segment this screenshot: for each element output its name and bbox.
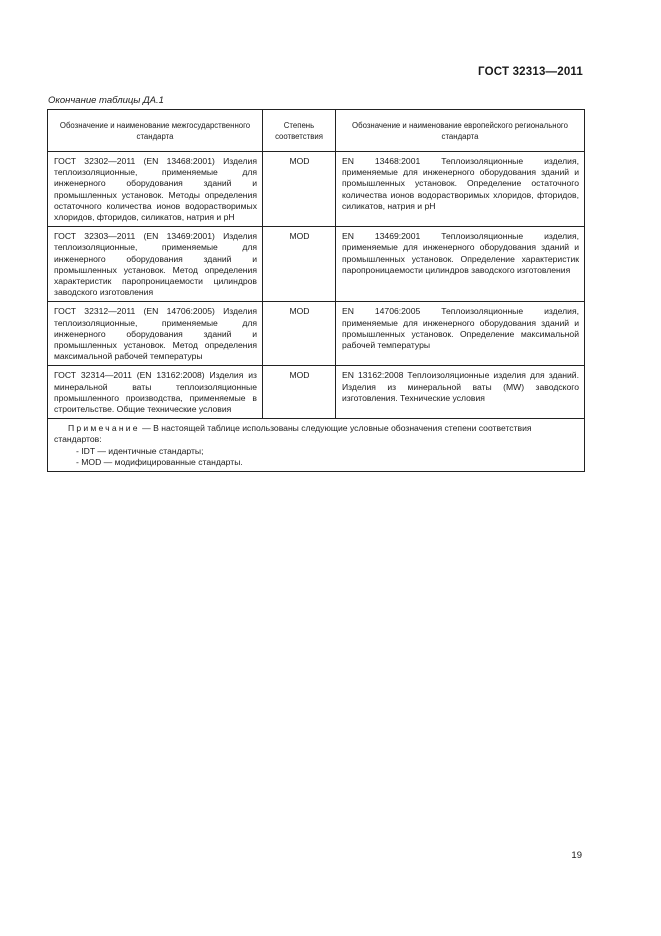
table-row bbox=[48, 366, 585, 419]
table-header-row bbox=[48, 110, 585, 152]
european-standard-cell: EN 13162:2008 Теплоизоляционные изделия для зданий. Изделия из минеральной ваты (MW) заводского изготовления. Технические условия bbox=[336, 366, 585, 419]
table-note bbox=[48, 419, 585, 472]
note-intro bbox=[54, 423, 579, 445]
interstate-standard-cell: ГОСТ 32314—2011 (EN 13162:2008) Изделия из минеральной ваты теплоизоляционные промышленного производства, применяемые в строительстве. Общие технические условия bbox=[48, 366, 263, 419]
interstate-standard-cell: ГОСТ 32312—2011 (EN 14706:2005) Изделия теплоизоляционные, применяемые для инженерного оборудования зданий и промышленных установок. Метод определения максимальной рабочей температуры bbox=[48, 302, 263, 366]
column-header-interstate: Обозначение и наименование межгосударственного стандарта bbox=[48, 110, 263, 152]
european-standard-cell: EN 13468:2001 Теплоизоляционные изделия, применяемые для инженерного оборудования зданий и промышленных установок. Определение остаточного количества ионов водорастворимых хлоридов, фторидов, силикатов, натрия и pH bbox=[336, 152, 585, 227]
degree-cell: MOD bbox=[263, 302, 336, 366]
page-number: 19 bbox=[571, 850, 582, 861]
note-item-idt: - IDT — идентичные стандарты; bbox=[76, 445, 204, 456]
european-standard-cell: EN 13469:2001 Теплоизоляционные изделия, применяемые для инженерного оборудования зданий и промышленных установок. Определение характеристик паропроницаемости цилиндров заводского изготовления bbox=[336, 227, 585, 302]
column-header-degree: Степень соответствия bbox=[263, 110, 336, 152]
table-note-row bbox=[48, 419, 585, 472]
interstate-standard-cell: ГОСТ 32302—2011 (EN 13468:2001) Изделия теплоизоляционные, применяемые для инженерного оборудования зданий и промышленных установок. Методы определения остаточного количества ионов водорастворимых хлоридов, фторидов, силикатов, натрия и pH bbox=[48, 152, 263, 227]
degree-cell: MOD bbox=[263, 366, 336, 419]
european-standard-cell: EN 14706:2005 Теплоизоляционные изделия, применяемые для инженерного оборудования зданий и промышленных установок. Определение максимальной рабочей температуры bbox=[336, 302, 585, 366]
table-row bbox=[48, 152, 585, 227]
document-code: ГОСТ 32313—2011 bbox=[478, 66, 583, 78]
table-row bbox=[48, 302, 585, 366]
degree-cell: MOD bbox=[263, 152, 336, 227]
table-caption: Окончание таблицы ДА.1 bbox=[48, 95, 164, 106]
note-item-mod: - MOD — модифицированные стандарты. bbox=[76, 456, 243, 467]
column-header-european: Обозначение и наименование европейского регионального стандарта bbox=[336, 110, 585, 152]
note-text: — В настоящей таблице использованы следующие условные обозначения степени соответствия стандартов: bbox=[54, 423, 532, 445]
standards-correspondence-table bbox=[47, 109, 585, 472]
note-label: Примечание bbox=[68, 423, 140, 434]
table-row bbox=[48, 227, 585, 302]
degree-cell: MOD bbox=[263, 227, 336, 302]
interstate-standard-cell: ГОСТ 32303—2011 (EN 13469:2001) Изделия теплоизоляционные, применяемые для инженерного оборудования зданий и промышленных установок. Метод определения характеристик паропроницаемости цилиндров заводского изготовления bbox=[48, 227, 263, 302]
